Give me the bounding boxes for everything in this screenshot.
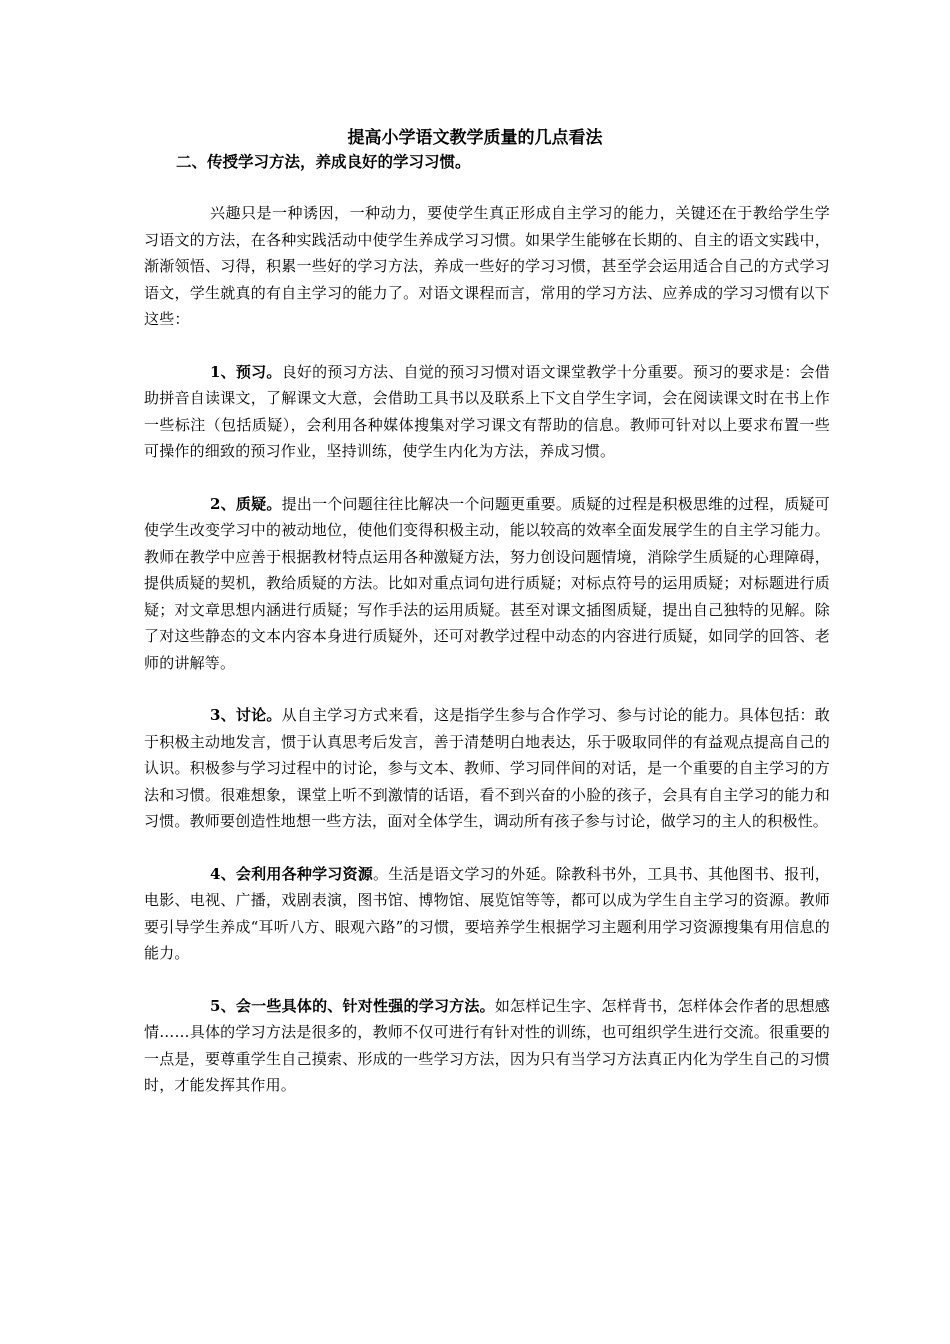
document-title: 提高小学语文教学质量的几点看法 [347,128,603,148]
method-paragraph-2 [144,491,830,677]
method-lead-4: 4、会利用各种学习资源 [210,864,374,883]
method-paragraph-3 [144,702,830,835]
method-lead-5: 5、会一些具体的、针对性强的学习方法。 [210,996,495,1015]
method-text-2: 提出一个问题往往比解决一个问题更重要。质疑的过程是积极思维的过程，质疑可使学生改变学习中的被动地位，使他们变得积极主动，能以较高的效率全面发展学生的自主学习能力。教师在教学中应善于根据教材特点运用各种激疑方法，努力创设问题情境，消除学生质疑的心理障碍，提供质疑的契机，教给质疑的方法。比如对重点词句进行质疑；对标点符号的运用质疑；对标题进行质疑；对文章思想内涵进行质疑；写作手法的运用质疑。甚至对课文插图质疑，提出自己独特的见解。除了对这些静态的文本内容本身进行质疑外，还可对教学过程中动态的内容进行质疑，如同学的回答、老师的讲解等。 [144,494,830,672]
method-text-3: 从自主学习方式来看，这是指学生参与合作学习、参与讨论的能力。具体包括：敢于积极主动地发言，惯于认真思考后发言，善于清楚明白地表达，乐于吸取同伴的有益观点提高自己的认识。积极参与学习过程中的讨论，参与文本、教师、学习同伴间的对话，是一个重要的自主学习的方法和习惯。很难想象，课堂上听不到激情的话语，看不到兴奋的小脸的孩子，会具有自主学习的能力和习惯。教师要创造性地想一些方法，面对全体学生，调动所有孩子参与讨论，做学习的主人的积极性。 [144,706,830,830]
method-text-5: 如怎样记生字、怎样背书，怎样体会作者的思想感情……具体的学习方法是很多的，教师不仅可进行有针对性的训练，也可组织学生进行交流。很重要的一点是，要尊重学生自己摸索、形成的一些学习方法，因为只有当学习方法真正内化为学生自己的习惯时，才能发挥其作用。 [144,996,830,1094]
section-heading: 二、传授学习方法，养成良好的学习习惯。 [176,152,471,171]
method-lead-1: 1、预习。 [210,362,282,381]
method-paragraph-4 [144,861,830,967]
document-body [144,200,830,1125]
intro-paragraph: 兴趣只是一种诱因，一种动力，要使学生真正形成自主学习的能力，关键还在于教给学生学习语文的方法，在各种实践活动中使学生养成学习习惯。如果学生能够在长期的、自主的语文实践中，渐渐领悟、习得，积累一些好的学习方法，养成一些好的学习习惯，甚至学会运用适合自己的方式学习语文，学生就真的有自主学习的能力了。对语文课程而言，常用的学习方法、应养成的学习习惯有以下这些： [144,204,830,328]
method-lead-2: 2、质疑。 [210,494,282,513]
method-paragraph-1 [144,359,830,465]
method-text-4: 。生活是语文学习的外延。除教科书外，工具书、其他图书、报刊，电影、电视、广播，戏剧表演，图书馆、博物馆、展览馆等等，都可以成为学生自主学习的资源。教师要引导学生养成“耳听八方、眼观六路”的习惯，要培养学生根据学习主题利用学习资源搜集有用信息的能力。 [144,864,830,962]
method-paragraph-5 [144,993,830,1099]
method-lead-3: 3、讨论。 [210,706,282,724]
method-text-1: 良好的预习方法、自觉的预习习惯对语文课堂教学十分重要。预习的要求是：会借助拼音自读课文，了解课文大意，会借助工具书以及联系上下文自学生字词，会在阅读课文时在书上作一些标注（包括质疑），会利用各种媒体搜集对学习课文有帮助的信息。教师可针对以上要求布置一些可操作的细致的预习作业，坚持训练，使学生内化为方法，养成习惯。 [144,362,830,460]
